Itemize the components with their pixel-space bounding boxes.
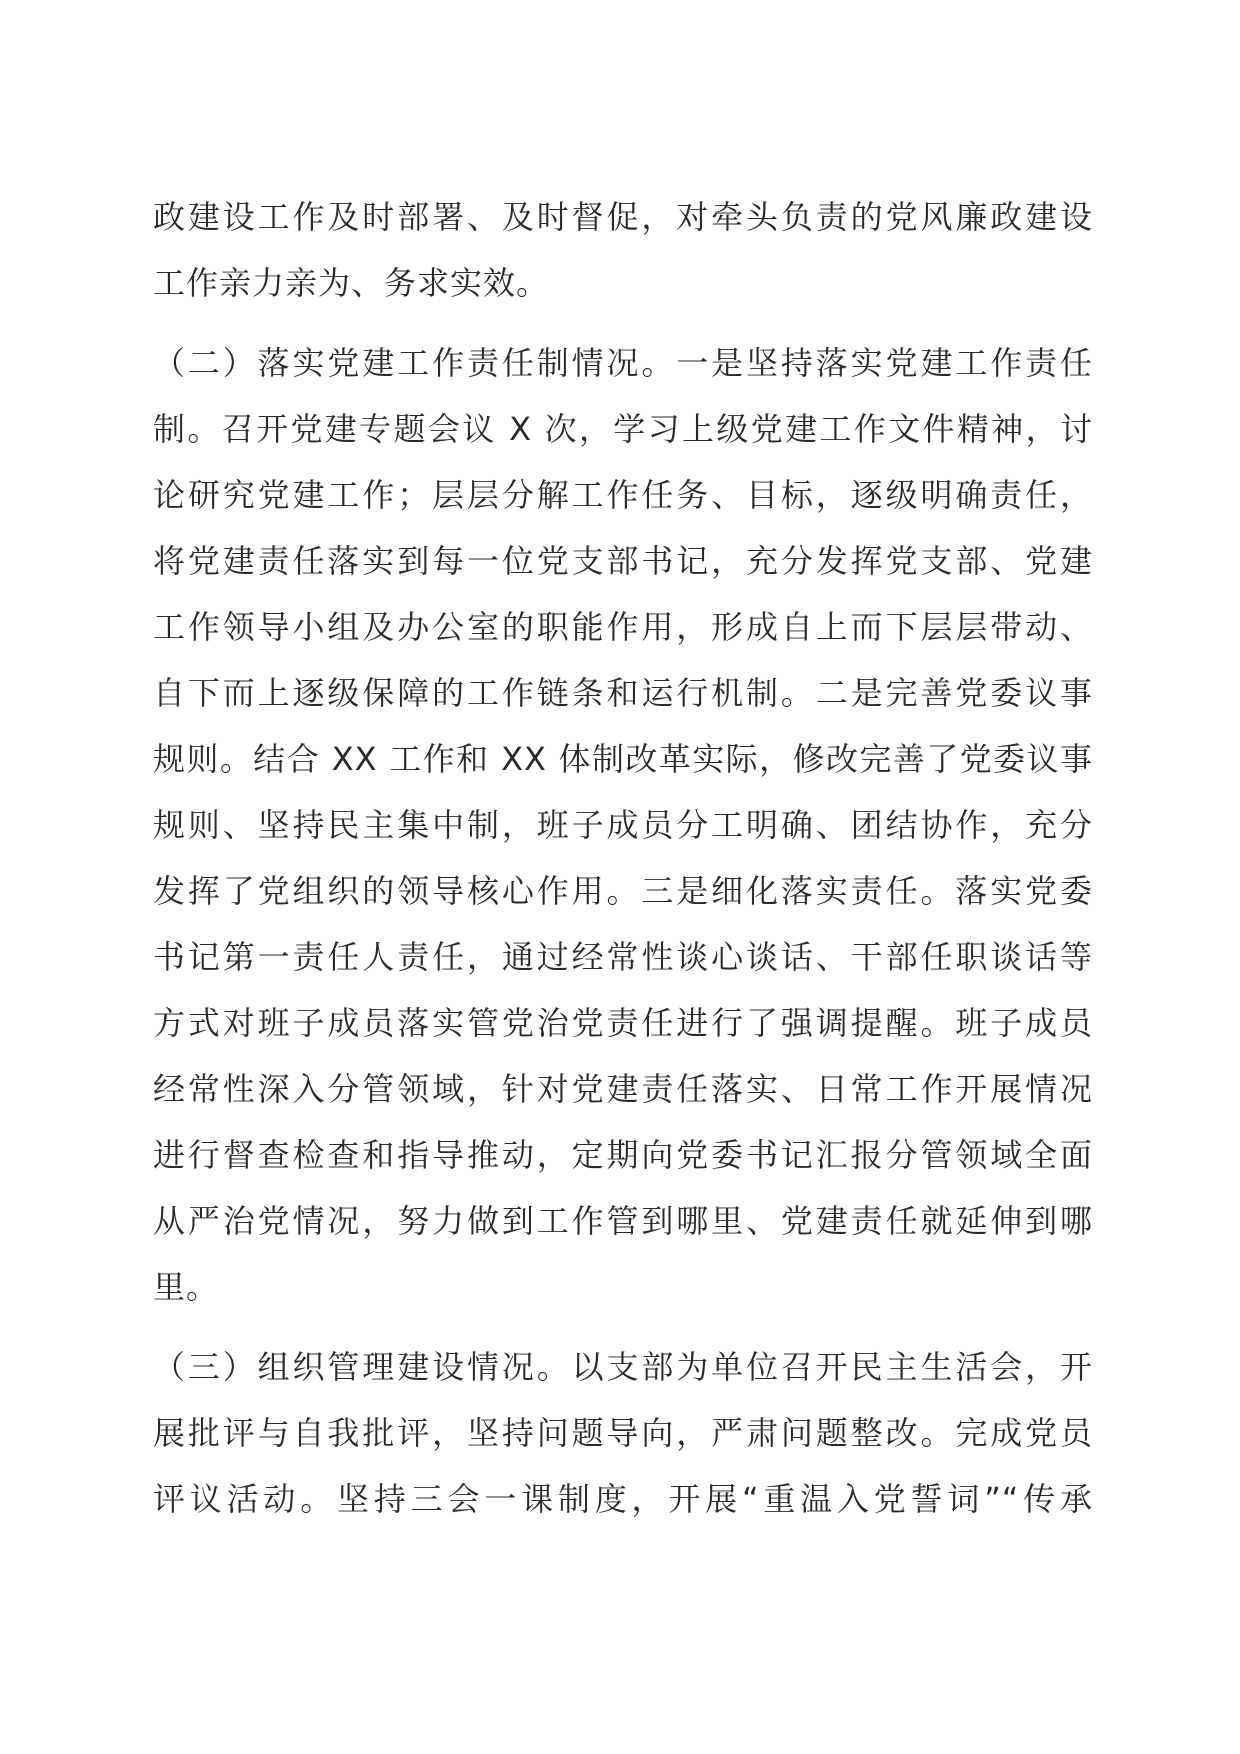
text-line: 论研究党建工作；层层分解工作任务、目标，逐级明确责任， [153,476,1093,514]
body-text [153,184,1093,1532]
text-line: （二）落实党建工作责任制情况。一是坚持落实党建工作责任 [153,344,1093,382]
text-line: 里。 [153,1268,220,1306]
text-line: 从严治党情况，努力做到工作管到哪里、党建责任就延伸到哪 [153,1202,1093,1240]
text-line: 方式对班子成员落实管党治党责任进行了强调提醒。班子成员 [153,1004,1093,1042]
text-line: 评议活动。坚持三会一课制度，开展“重温入党誓词”“传承 [153,1480,1093,1518]
paragraph [153,330,1093,1320]
text-line: 经常性深入分管领域，针对党建责任落实、日常工作开展情况 [153,1070,1093,1108]
text-line: 自下而上逐级保障的工作链条和运行机制。二是完善党委议事 [153,674,1093,712]
text-line: 工作亲力亲为、务求实效。 [153,264,550,302]
text-line: 规则。结合 XX 工作和 XX 体制改革实际，修改完善了党委议事 [153,740,1093,778]
paragraph [153,1334,1093,1532]
text-line: 制。召开党建专题会议 X 次，学习上级党建工作文件精神，讨 [153,410,1093,448]
text-line: 将党建责任落实到每一位党支部书记，充分发挥党支部、党建 [153,542,1093,580]
text-line: 进行督查检查和指导推动，定期向党委书记汇报分管领域全面 [153,1136,1093,1174]
text-line: 工作领导小组及办公室的职能作用，形成自上而下层层带动、 [153,608,1093,646]
text-line: 展批评与自我批评，坚持问题导向，严肃问题整改。完成党员 [153,1414,1093,1452]
paragraph [153,184,1093,316]
text-line: 发挥了党组织的领导核心作用。三是细化落实责任。落实党委 [153,872,1093,910]
text-line: 书记第一责任人责任，通过经常性谈心谈话、干部任职谈话等 [153,938,1093,976]
text-line: 政建设工作及时部署、及时督促，对牵头负责的党风廉政建设 [153,198,1093,236]
text-line: 规则、坚持民主集中制，班子成员分工明确、团结协作，充分 [153,806,1093,844]
text-line: （三）组织管理建设情况。以支部为单位召开民主生活会，开 [153,1348,1093,1386]
